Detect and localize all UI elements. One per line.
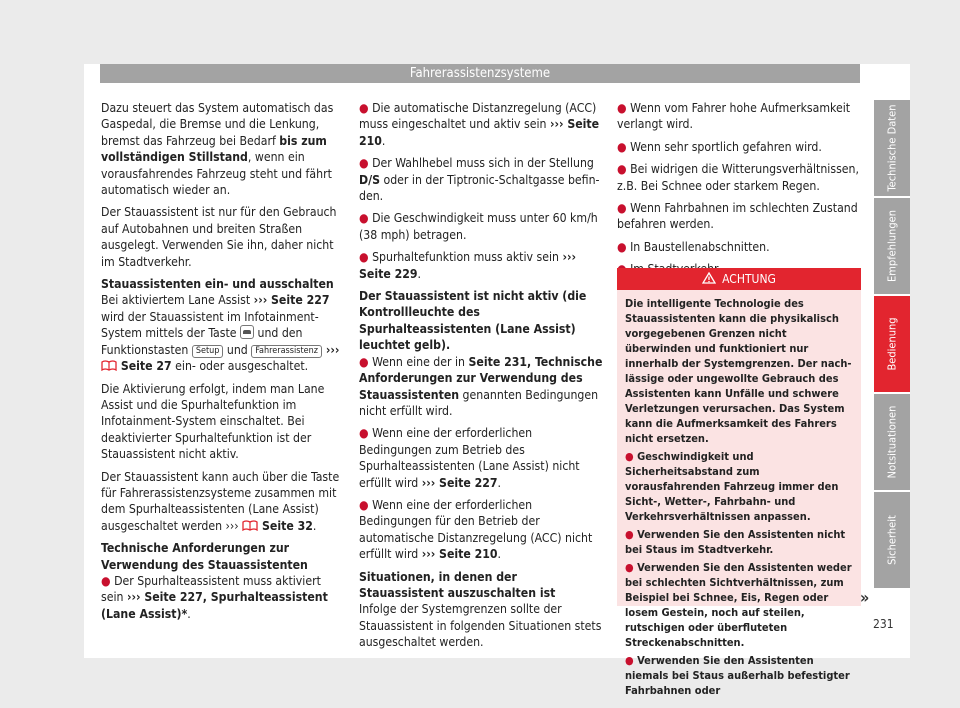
fahrerassistenz-key-icon: Fahrerassistenz xyxy=(251,345,322,358)
bullet-icon: ● xyxy=(625,654,638,667)
subheading: Der Stauassistent ist nicht aktiv (die Kontrollleuchte des Spurhalteassistenten (Lane Assist) leuchtet gelb). xyxy=(359,289,587,353)
tab-technische-daten[interactable]: Technische Daten xyxy=(874,100,910,196)
bullet-icon: ● xyxy=(359,156,373,171)
list-item: ● Wenn eine der erforderlichen Bedingungen zum Betrieb des Spurhalteassistenten (Lane Assist) nicht erfüllt wird ››› Seite 227. xyxy=(359,426,580,490)
bullet-icon: ● xyxy=(359,426,373,441)
list-item: ● Wenn eine der in Seite 231, Technische Anforderungen zur Verwendung des Stauassistenten genannten Bedingungen nicht erfüllt wird. xyxy=(359,354,603,418)
page-reference-link[interactable]: ››› Seite 227, Spurhalteassistent (Lane Assist)* xyxy=(101,590,328,621)
paragraph: Die Aktivierung erfolgt, indem man Lane Assist und die Spurhaltefunktion im Infotainment-System einschaltet. Bei deaktivierter Spurhaltefunktion ist der Stauassistent nicht aktiv. xyxy=(101,381,325,462)
bullet-icon: ● xyxy=(617,139,631,154)
list-item: ● Wenn vom Fahrer hohe Aufmerksamkeit verlangt wird. xyxy=(617,101,851,132)
paragraph: Infolge der Systemgrenzen sollte der Stauassistent in folgenden Situationen stets ausgeschaltet werden. xyxy=(359,602,602,650)
bullet-icon: ● xyxy=(101,573,115,588)
setup-key-icon: Setup xyxy=(192,345,224,358)
list-item: ● Wenn eine der erforderlichen Bedingungen für den Betrieb der automatische Distanzregelung (ACC) nicht erfüllt wird ››› Seite 210. xyxy=(359,497,593,562)
page-reference-link[interactable]: Seite 32 xyxy=(258,518,313,533)
column-2 xyxy=(359,100,603,657)
warning-list-item: ● Verwenden Sie den Assistenten weder bei schlechten Sichtverhältnissen, zum Beispiel bei Schnee, Eis, Regen oder losem Gestein, noch auf steilen, rutschigen oder überfluteten Streckenabschnitten. xyxy=(625,561,852,649)
tab-bedienung[interactable]: Bedienung xyxy=(874,296,910,392)
continue-arrow-icon: » xyxy=(860,588,870,607)
list-item: ● Der Wahlhebel muss sich in der Stellung D/S oder in der Tiptronic-Schaltgasse befinden. xyxy=(359,156,600,204)
list-item: ● Die automatische Distanzregelung (ACC) muss eingeschaltet und aktiv sein ››› Seite 210. xyxy=(359,101,600,148)
bullet-icon: ● xyxy=(359,250,373,265)
page-reference-link[interactable]: ››› Seite 229 xyxy=(359,250,577,281)
bullet-icon: ● xyxy=(625,561,638,574)
warning-body xyxy=(617,290,861,698)
book-icon xyxy=(101,360,117,371)
bullet-icon: ● xyxy=(617,201,631,216)
list-item: ● In Baustellenabschnitten. xyxy=(617,239,770,254)
list-item: ● Wenn sehr sportlich gefahren wird. xyxy=(617,139,822,154)
page-reference-link[interactable]: ››› Seite 210 xyxy=(421,547,498,562)
list-item: ● Wenn Fahrbahnen im schlechten Zustand befahren werden. xyxy=(617,201,858,232)
subheading: Technische Anforderungen zur Verwendung des Stauassistenten xyxy=(101,541,308,572)
paragraph: Der Stauassistent ist nur für den Gebrauch auf Autobahnen und breiten Straßen ausgelegt. Verwenden Sie ihn, daher nicht im Stadtverkehr. xyxy=(101,205,337,269)
bullet-icon: ● xyxy=(359,211,373,226)
page-reference-link[interactable]: Seite 231, Technische Anforderungen zur Verwendung des Stauassistenten xyxy=(359,354,603,402)
column-3 xyxy=(617,100,861,284)
subheading: Stauassistenten ein- und ausschalten xyxy=(101,277,334,292)
page-reference-link[interactable]: ››› Seite 210 xyxy=(359,117,600,148)
subheading: Situationen, in denen der Stauassistent auszuschalten ist xyxy=(359,569,556,600)
car-icon xyxy=(240,325,254,339)
warning-list-item: ● Geschwindigkeit und Sicherheitsabstand zum vorausfahrenden Fahrzeug immer den Sicht-, Wetter-, Fahrbahn- und Verkehrsverhältnissen anpassen. xyxy=(625,450,839,523)
list-item: ● Spurhaltefunktion muss aktiv sein ››› Seite 229. xyxy=(359,250,577,281)
bullet-icon: ● xyxy=(359,497,373,512)
bullet-icon: ● xyxy=(625,528,638,541)
page-number: 231 xyxy=(873,617,894,631)
tab-sicherheit[interactable]: Sicherheit xyxy=(874,492,910,588)
tab-notsituationen[interactable]: Notsituationen xyxy=(874,394,910,490)
warning-box xyxy=(617,268,861,697)
warning-title: ACHTUNG xyxy=(722,272,776,286)
list-item: ● Der Spurhalteassistent muss aktiviert sein ››› Seite 227, Spurhalteassistent (Lane Assist)*. xyxy=(101,573,328,621)
warning-header xyxy=(617,268,861,290)
bullet-icon: ● xyxy=(617,162,631,177)
column-1 xyxy=(101,100,341,628)
warning-list-item: ● Verwenden Sie den Assistenten niemals bei Staus außerhalb befestigter Fahrbahnen oder xyxy=(625,654,850,697)
bullet-icon: ● xyxy=(359,354,373,369)
paragraph: Bei aktiviertem Lane Assist ››› Seite 227 wird der Stauassistent im Infotainment-System mittels der Taste und den Funktionstasten Setup und Fahrerassistenz ››› Seite 27 ein- oder ausgeschaltet. xyxy=(101,293,340,374)
bullet-icon: ● xyxy=(617,101,631,115)
warning-triangle-icon xyxy=(702,272,716,284)
section-header: Fahrerassistenzsysteme xyxy=(100,64,860,83)
page-reference-link[interactable]: Seite 27 xyxy=(117,359,172,374)
bullet-icon: ● xyxy=(359,101,373,115)
page-reference-link[interactable]: ››› Seite 227 xyxy=(253,293,330,308)
warning-list-item: ● Verwenden Sie den Assistenten nicht bei Staus im Stadtverkehr. xyxy=(625,528,846,556)
list-item: ● Die Geschwindigkeit muss unter 60 km/h (38 mph) betragen. xyxy=(359,211,598,242)
warning-paragraph: Die intelligente Technologie des Stauassistenten kann die physikalisch vorgegebenen Grenzen nicht überwinden und funktioniert nur innerhalb der Systemgrenzen. Der nachlässige oder ungewollte Gebrauch des Assistenten kann Unfälle und schwere Verletzungen verursachen. Das System kann die Aufmerksamkeit des Fahrers nicht ersetzen. xyxy=(625,297,852,445)
paragraph: Dazu steuert das System automatisch das Gaspedal, die Bremse und die Lenkung, bremst das Fahrzeug bei Bedarf bis zum vollständigen Stillstand, wenn ein vorausfahrendes Fahrzeug steht und fährt automatisch wieder an. xyxy=(101,101,334,198)
tab-empfehlungen[interactable]: Empfehlungen xyxy=(874,198,910,294)
bullet-icon: ● xyxy=(625,450,638,463)
paragraph: Der Stauassistent kann auch über die Taste für Fahrerassistenzsysteme zusammen mit dem Spurhalteassistenten (Lane Assist) ausgeschaltet werden ››› Seite 32. xyxy=(101,469,340,533)
book-icon xyxy=(242,520,258,531)
page-reference-link[interactable]: ››› Seite 227 xyxy=(421,475,498,490)
list-item: ● Bei widrigen die Witterungsverhältnissen, z.B. Bei Schnee oder starkem Regen. xyxy=(617,162,859,193)
bullet-icon: ● xyxy=(617,239,631,254)
